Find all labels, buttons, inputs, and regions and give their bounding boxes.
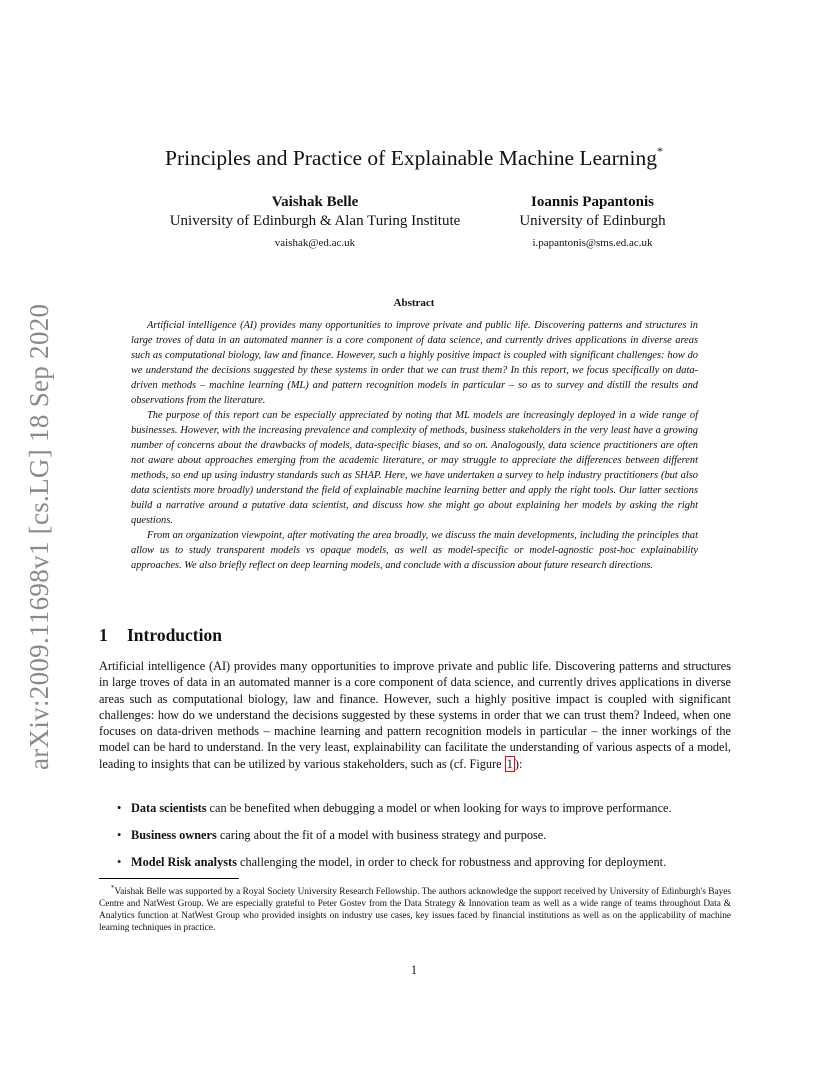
stakeholder-list bbox=[117, 800, 727, 881]
arxiv-identifier-stamp: arXiv:2009.11698v1 [cs.LG] 18 Sep 2020 bbox=[24, 303, 54, 770]
list-item-term: Model Risk analysts bbox=[131, 855, 237, 869]
list-item bbox=[117, 854, 727, 870]
paper-title bbox=[0, 146, 828, 171]
introduction-paragraph bbox=[99, 658, 731, 772]
intro-text-end: ): bbox=[514, 756, 523, 771]
author-email: vaishak@ed.ac.uk bbox=[274, 237, 356, 249]
paper-title-text: Principles and Practice of Explainable Machine Learning bbox=[165, 146, 657, 170]
author-affiliation: University of Edinburgh & Alan Turing Institute bbox=[169, 213, 461, 229]
author-block-2 bbox=[505, 193, 680, 253]
footnote-divider bbox=[99, 878, 239, 879]
list-item-text: challenging the model, in order to check for robustness and approving for deployment. bbox=[236, 855, 667, 869]
abstract-paragraph: The purpose of this report can be especially appreciated by noting that ML models are increasingly deployed in a wide range of businesses. However, with the increasing prevalence and complexity of methods, business stakeholders in the very least have a growing number of concerns about the drawbacks of models, data-specific biases, and so on. Analogously, data science practitioners are often not aware about approaches emerging from the academic literature, or may struggle to appreciate the differences between different methods, so end up using industry standards such as SHAP. Here, we have undertaken a survey to help industry practitioners (but also data scientists more broadly) understand the field of explainable machine learning better and apply the right tools. Our latter sections build a narrative around a putative data scientist, and discuss how she might go about explaining her models by asking the right questions. bbox=[131, 410, 698, 526]
author-email: i.papantonis@sms.ed.ac.uk bbox=[532, 237, 653, 249]
footnote bbox=[99, 882, 731, 934]
author-name: Vaishak Belle bbox=[271, 194, 359, 210]
abstract-body bbox=[131, 318, 698, 573]
list-item-text: can be benefited when debugging a model or when looking for ways to improve performance. bbox=[206, 801, 672, 815]
author-name: Ioannis Papantonis bbox=[531, 194, 654, 210]
abstract-heading: Abstract bbox=[393, 297, 435, 309]
section-title: Introduction bbox=[127, 625, 222, 645]
section-number: 1 bbox=[99, 625, 108, 645]
abstract-paragraph: From an organization viewpoint, after motivating the area broadly, we discuss the main developments, including the principles that allow us to study transparent models vs opaque models, as well as model-specific or model-agnostic post-hoc explainability approaches. We also briefly reflect on deep learning models, and conclude with a discussion about future research directions. bbox=[131, 530, 698, 571]
title-footnote-mark[interactable]: * bbox=[656, 144, 663, 158]
figure-reference-link[interactable]: 1 bbox=[506, 756, 513, 771]
list-item-text: caring about the fit of a model with business strategy and purpose. bbox=[216, 828, 547, 842]
footnote-text: Vaishak Belle was supported by a Royal Society University Research Fellowship. The authors acknowledge the support received by University of Edinburgh's Bayes Centre and NatWest Group. We are especially grateful to Peter Gostev from the Data Strategy & Innovation team as well as a wide range of teams throughout Data & Analytics function at NatWest Group who provided insights on industry use cases, key issues faced by financial institutions as well as on the applicability of machine learning techniques in practice. bbox=[99, 887, 731, 934]
author-block-1 bbox=[150, 193, 480, 253]
author-affiliation: University of Edinburgh bbox=[519, 213, 666, 229]
list-item bbox=[117, 800, 727, 816]
footnote-mark: * bbox=[111, 884, 115, 892]
list-item-term: Data scientists bbox=[131, 801, 207, 815]
list-item bbox=[117, 827, 727, 843]
section-heading bbox=[99, 625, 222, 646]
list-item-term: Business owners bbox=[131, 828, 217, 842]
abstract-paragraph: Artificial intelligence (AI) provides many opportunities to improve private and public life. Discovering patterns and structures in large troves of data in an automated manner is a core component of data science, and currently drives applications in diverse areas such as computational biology, law and finance. However, such a highly positive impact is coupled with significant challenges: how do we understand the decisions suggested by these systems in order that we can trust them? In this report, we focus specifically on data-driven methods – machine learning (ML) and pattern recognition models in particular – so as to survey and distill the results and observations from the literature. bbox=[131, 320, 698, 406]
page-number: 1 bbox=[410, 963, 418, 977]
intro-text: Artificial intelligence (AI) provides many opportunities to improve private and public life. Discovering patterns and structures in large troves of data in an automated manner is a core component of data science, and currently drives applications in diverse areas such as computational biology, law and finance. However, such a highly positive impact is coupled with significant challenges: how do we understand the decisions suggested by these systems in order that we can trust them? Indeed, when one focuses on data-driven methods – machine learning and pattern recognition models in particular – the inner workings of the model can be hard to understand. In the very least, explainability can facilitate the understanding of various aspects of a model, leading to insights that can be utilized by various stakeholders, such as (cf. Figure bbox=[99, 659, 731, 771]
